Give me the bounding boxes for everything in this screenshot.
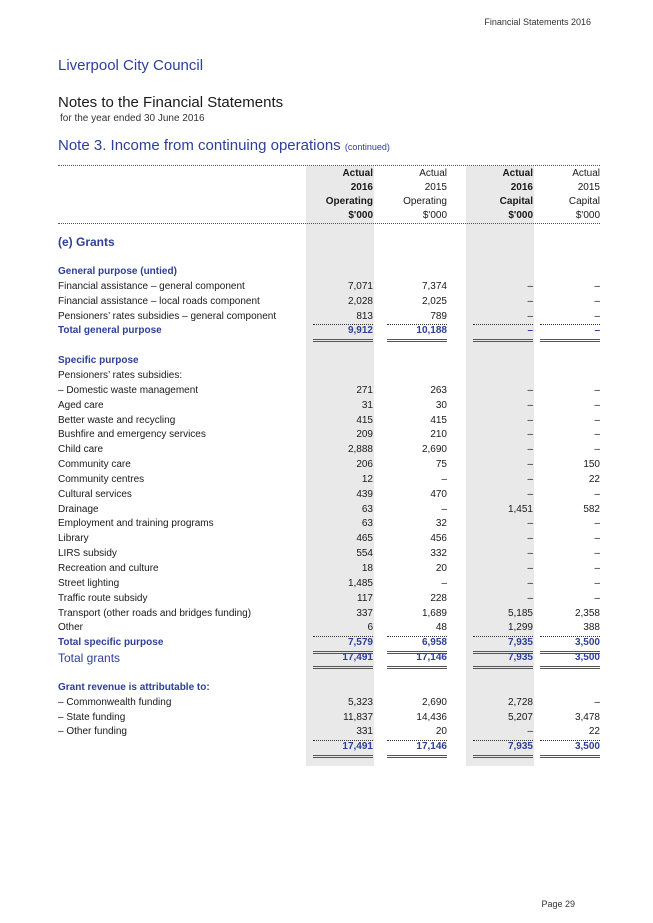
row-label: Street lighting <box>58 577 120 589</box>
cell-value: – <box>527 592 533 604</box>
cell-value: 3,500 <box>540 636 600 654</box>
table-row <box>58 621 600 636</box>
row-label: Child care <box>58 444 104 456</box>
cell-value: 31 <box>361 399 373 411</box>
cell-value: 2,728 <box>507 696 533 708</box>
note-heading <box>58 137 390 154</box>
cell-value: 7,579 <box>313 636 373 654</box>
council-name: Liverpool City Council <box>58 57 204 74</box>
cell-value: – <box>527 563 533 574</box>
row-label: Community care <box>58 459 131 471</box>
table-row <box>58 532 600 547</box>
row-label: Better waste and recycling <box>58 414 176 426</box>
row-label: Total specific purpose <box>58 637 164 649</box>
cell-value: – <box>441 473 447 485</box>
cell-value: 337 <box>356 607 373 619</box>
cell-value: 32 <box>435 518 447 530</box>
cell-value: – <box>594 295 600 307</box>
column-header-line: Actual <box>572 168 600 179</box>
row-label: Total general purpose <box>58 325 162 337</box>
column-header-line: Operating <box>325 196 373 207</box>
cell-value: 388 <box>540 621 600 637</box>
column-header-line: $'000 <box>348 210 373 221</box>
table-row <box>58 547 600 562</box>
cell-value: – <box>527 295 533 307</box>
cell-value: – <box>473 725 533 741</box>
table-row <box>58 577 600 592</box>
table-header-rule <box>58 223 600 224</box>
row-label: – Domestic waste management <box>58 384 199 396</box>
cell-value: – <box>594 592 600 604</box>
table-row <box>58 280 600 295</box>
table-row <box>58 443 600 458</box>
cell-value: 17,491 <box>313 651 373 669</box>
cell-value: 11,837 <box>343 711 373 723</box>
column-header-line: 2015 <box>577 182 600 193</box>
section-heading <box>58 354 600 369</box>
total-row <box>58 324 600 339</box>
cell-value: 465 <box>356 533 373 545</box>
cell-value: – <box>527 473 533 485</box>
cell-value: – <box>527 577 533 589</box>
note-heading-continued: (continued) <box>344 142 390 152</box>
cell-value: 48 <box>387 621 447 637</box>
table-row <box>58 592 600 607</box>
column-header-line: 2015 <box>424 182 447 193</box>
row-label: General purpose (untied) <box>58 266 177 277</box>
row-label: Library <box>58 533 89 545</box>
page-number: Page 29 <box>541 899 575 909</box>
cell-value: 3,500 <box>540 651 600 669</box>
cell-value: – <box>594 399 600 411</box>
cell-value: 209 <box>356 429 373 441</box>
cell-value: – <box>594 429 600 441</box>
column-header-line: Capital <box>568 196 600 207</box>
cell-value: 22 <box>540 725 600 741</box>
row-label: Financial assistance – local roads component <box>58 295 260 307</box>
cell-value: – <box>594 696 600 708</box>
row-label: Financial assistance – general component <box>58 280 245 292</box>
notes-title: Notes to the Financial Statements <box>58 94 284 111</box>
cell-value: 3,478 <box>574 711 600 723</box>
section-heading <box>58 265 600 280</box>
cell-value: 22 <box>588 473 600 485</box>
cell-value: – <box>594 548 600 560</box>
row-label: Pensioners’ rates subsidies: <box>58 369 183 381</box>
cell-value: – <box>594 518 600 530</box>
cell-value: – <box>594 280 600 292</box>
row-label: Bushfire and emergency services <box>58 429 206 441</box>
column-header-line: 2016 <box>510 182 533 193</box>
cell-value: 582 <box>583 503 600 515</box>
cell-value: 456 <box>430 533 447 545</box>
row-intro <box>58 369 600 384</box>
cell-value: 17,491 <box>313 740 373 758</box>
cell-value: – <box>527 518 533 530</box>
cell-value: 206 <box>356 459 373 471</box>
table-row <box>58 696 600 711</box>
table-row <box>58 607 600 622</box>
table-row <box>58 725 600 740</box>
row-label: Total grants <box>58 651 121 666</box>
cell-value: 17,146 <box>387 651 447 669</box>
column-header-line: Actual <box>419 168 447 179</box>
column-header-line: Actual <box>342 168 373 179</box>
table-row <box>58 399 600 414</box>
row-label: – State funding <box>58 711 126 723</box>
grand-total-row <box>58 651 600 666</box>
cell-value: 2,690 <box>421 696 447 708</box>
table-row <box>58 562 600 577</box>
cell-value: 2,025 <box>421 295 447 307</box>
table-row <box>58 428 600 443</box>
cell-value: 63 <box>361 503 373 515</box>
cell-value: 7,374 <box>421 280 447 292</box>
table-row <box>58 711 600 726</box>
cell-value: 1,451 <box>507 503 533 515</box>
table-row <box>58 473 600 488</box>
cell-value: 789 <box>387 310 447 326</box>
cell-value: – <box>594 444 600 456</box>
cell-value: 5,323 <box>347 696 373 708</box>
cell-value: 2,358 <box>574 607 600 619</box>
cell-value: 332 <box>430 548 447 560</box>
cell-value: – <box>594 384 600 396</box>
row-label: – Commonwealth funding <box>58 696 172 708</box>
cell-value: 210 <box>430 429 447 441</box>
cell-value: 7,071 <box>347 280 373 292</box>
row-label: Grant revenue is attributable to: <box>58 681 210 693</box>
table-row <box>58 295 600 310</box>
cell-value: – <box>441 577 447 589</box>
cell-value: 263 <box>430 384 447 396</box>
cell-value: 30 <box>435 399 447 411</box>
cell-value: 14,436 <box>416 711 447 723</box>
cell-value: – <box>540 324 600 342</box>
notes-subtitle: for the year ended 30 June 2016 <box>60 113 205 124</box>
cell-value: 5,207 <box>507 711 533 723</box>
cell-value: – <box>594 488 600 500</box>
row-label: LIRS subsidy <box>58 548 117 560</box>
cell-value: – <box>527 399 533 411</box>
cell-value: 6,958 <box>387 636 447 654</box>
cell-value: 18 <box>361 563 373 574</box>
row-label: Recreation and culture <box>58 563 159 574</box>
cell-value: – <box>527 414 533 426</box>
row-label: Drainage <box>58 503 99 515</box>
cell-value: – <box>441 503 447 515</box>
cell-value: 12 <box>361 473 373 485</box>
table-row <box>58 503 600 518</box>
cell-value: 20 <box>435 563 447 574</box>
column-header-line: Operating <box>403 196 447 207</box>
table-row <box>58 384 600 399</box>
cell-value: 6 <box>313 621 373 637</box>
row-label: Transport (other roads and bridges funding) <box>58 607 252 619</box>
cell-value: 2,888 <box>347 444 373 456</box>
cell-value: – <box>473 324 533 342</box>
row-label: Other <box>58 622 84 634</box>
cell-value: – <box>527 280 533 292</box>
cell-value: – <box>540 310 600 326</box>
cell-value: – <box>527 384 533 396</box>
cell-value: 9,912 <box>313 324 373 342</box>
header-report-title: Financial Statements 2016 <box>484 17 591 27</box>
cell-value: 5,185 <box>507 607 533 619</box>
column-header-line: $'000 <box>575 210 600 221</box>
row-label: Cultural services <box>58 488 132 500</box>
table-top-rule <box>58 165 600 166</box>
column-header <box>293 167 373 223</box>
cell-value: – <box>527 459 533 471</box>
cell-value: – <box>527 429 533 441</box>
cell-value: 228 <box>430 592 447 604</box>
cell-value: 7,935 <box>473 636 533 654</box>
column-header-line: $'000 <box>508 210 533 221</box>
table-row <box>58 517 600 532</box>
cell-value: 2,028 <box>347 295 373 307</box>
cell-value: 1,689 <box>421 607 447 619</box>
column-header <box>520 167 600 223</box>
cell-value: 415 <box>430 414 447 426</box>
cell-value: 2,690 <box>421 444 447 456</box>
row-label: Community centres <box>58 473 145 485</box>
cell-value: 1,485 <box>347 577 373 589</box>
row-label: Pensioners’ rates subsidies – general component <box>58 310 277 322</box>
table-row <box>58 458 600 473</box>
cell-value: 554 <box>356 548 373 560</box>
cell-value: 17,146 <box>387 740 447 758</box>
cell-value: 63 <box>361 518 373 530</box>
column-header-line: $'000 <box>422 210 447 221</box>
cell-value: – <box>473 310 533 326</box>
cell-value: – <box>594 533 600 545</box>
table-row <box>58 488 600 503</box>
cell-value: 75 <box>435 459 447 471</box>
row-label: Employment and training programs <box>58 518 214 530</box>
cell-value: – <box>527 548 533 560</box>
cell-value: 331 <box>313 725 373 741</box>
column-header <box>367 167 447 223</box>
cell-value: – <box>527 533 533 545</box>
cell-value: 1,299 <box>473 621 533 637</box>
column-header-line: Capital <box>499 196 533 207</box>
table-row <box>58 414 600 429</box>
row-label: Traffic route subsidy <box>58 592 148 604</box>
column-header-line: 2016 <box>350 182 373 193</box>
column-header-line: Actual <box>502 168 533 179</box>
cell-value: 271 <box>356 384 373 396</box>
row-label: – Other funding <box>58 726 127 738</box>
cell-value: 813 <box>313 310 373 326</box>
cell-value: 470 <box>430 488 447 500</box>
cell-value: – <box>594 414 600 426</box>
total-row <box>58 636 600 651</box>
row-label: Aged care <box>58 399 104 411</box>
cell-value: 3,500 <box>540 740 600 758</box>
table-row <box>58 310 600 325</box>
cell-value: – <box>527 488 533 500</box>
cell-value: 7,935 <box>473 651 533 669</box>
cell-value: – <box>527 444 533 456</box>
cell-value: 10,188 <box>387 324 447 342</box>
cell-value: 439 <box>356 488 373 500</box>
cell-value: 150 <box>583 459 600 471</box>
cell-value: 7,935 <box>473 740 533 758</box>
section-heading <box>58 681 600 696</box>
row-label: Specific purpose <box>58 355 139 367</box>
total-row <box>58 740 600 755</box>
grants-heading: (e) Grants <box>58 235 115 249</box>
cell-value: 415 <box>356 414 373 426</box>
cell-value: 20 <box>387 725 447 741</box>
cell-value: 117 <box>357 592 373 604</box>
cell-value: – <box>594 563 600 574</box>
note-heading-text: Note 3. Income from continuing operations <box>58 137 341 154</box>
cell-value: – <box>594 577 600 589</box>
